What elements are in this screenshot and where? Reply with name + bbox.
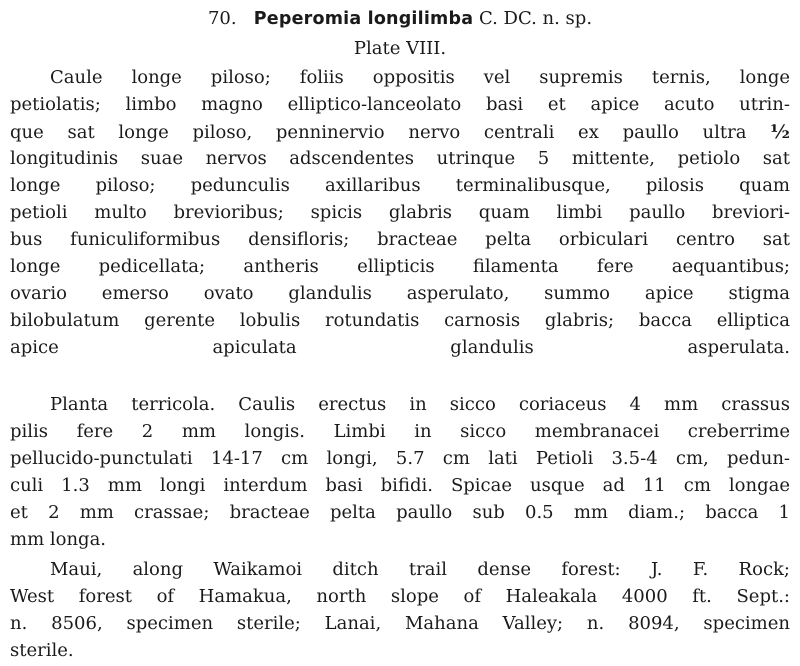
locality-line-3: n. 8506, specimen sterile; Lanai, Mahana Valley; n. 8094, specimen — [10, 613, 790, 635]
description-line-4: longitudinis suae nervos adscendentes utrinque 5 mittente, petiolo sat — [10, 148, 790, 169]
plant-line-1: Planta terricola. Caulis erectus in sicco coriaceus 4 mm crassus — [50, 394, 790, 415]
species-heading — [10, 6, 790, 33]
description-line-5: longe piloso; pedunculis axillaribus terminalibusque, pilosis quam — [10, 174, 790, 196]
plate-label: Plate VIII. — [353, 37, 447, 59]
description-line-3 — [10, 119, 790, 146]
species-authority: C. DC. n. sp. — [478, 7, 593, 29]
description-line-7: bus funiculiformibus densifloris; bracteae pelta orbiculari centro sat — [10, 228, 790, 250]
description-line-9: ovario emerso ovato glandulis asperulato, summo apice stigma — [10, 282, 790, 304]
locality-line-1: Maui, along Waikamoi ditch trail dense forest: J. F. Rock; — [50, 559, 790, 581]
description-line-3-text: que sat longe piloso, penninervio nervo centrali ex paullo ultra — [10, 122, 747, 144]
description-line-1: Caule longe piloso; foliis oppositis vel supremis ternis, longe — [50, 67, 790, 89]
description-line-6: petioli multo brevioribus; spicis glabris quam limbi paullo breviori- — [10, 201, 790, 223]
plant-line-6: mm longa. — [10, 528, 107, 550]
species-number: 70. — [207, 7, 237, 29]
plant-line-2: pilis fere 2 mm longis. Limbi in sicco membranacei creberrime — [10, 420, 790, 442]
plant-line-3: pellucido-punctulati 14-17 cm longi, 5.7 cm lati Petioli 3.5-4 cm, pedun- — [10, 447, 790, 469]
fraction-half: ½ — [770, 121, 790, 144]
locality-line-4: sterile. — [10, 640, 74, 661]
plant-line-4: culi 1.3 mm longi interdum basi bifidi. Spicae usque ad 11 cm longae — [10, 474, 790, 496]
locality-line-2: West forest of Hamakua, north slope of Haleakala 4000 ft. Sept.: — [10, 586, 790, 608]
species-name: Peperomia longilimba — [253, 8, 474, 29]
description-line-2: petiolatis; limbo magno elliptico-lanceolato basi et apice acuto utrin- — [10, 94, 790, 116]
description-line-12 — [10, 361, 790, 388]
description-line-11: apice apiculata glandulis asperulata. — [10, 336, 790, 358]
description-line-8: longe pedicellata; antheris ellipticis filamenta fere aequantibus; — [10, 255, 790, 277]
description-line-10: bilobulatum gerente lobulis rotundatis carnosis glabris; bacca elliptica — [10, 309, 790, 331]
document-page — [10, 4, 790, 662]
plant-line-5: et 2 mm crassae; bracteae pelta paullo sub 0.5 mm diam.; bacca 1 — [10, 501, 790, 523]
